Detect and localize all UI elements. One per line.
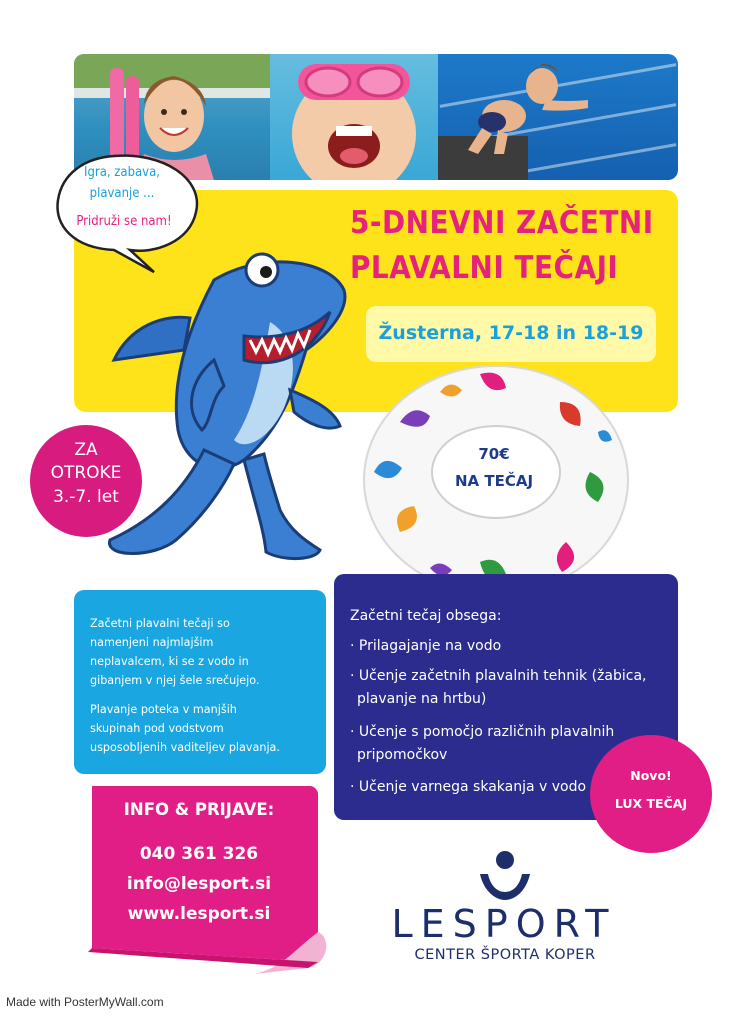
location-text: Žusterna, 17-18 in 18-19 [378,322,644,344]
price-amount: 70€ [478,445,510,463]
photo-diving-illustration [438,54,678,180]
course-heading: Začetni tečaj obsega: [350,608,502,624]
age-line-2: OTROKE [50,463,122,483]
age-line-1: ZA [74,440,98,460]
shark-mascot-icon [94,240,356,580]
intro-line: neplavalcem, ki se z vodo in [90,655,249,668]
photo-child-goggles [270,54,438,180]
course-item: · Učenje varnega skakanja v vodo [350,779,587,795]
price-unit: NA TEČAJ [454,472,534,490]
lesport-logo-icon [474,848,536,902]
course-item-cont: pripomočkov [357,747,448,763]
bubble-line-1: Igra, zabava, [84,165,160,180]
lux-label: LUX TEČAJ [614,796,688,811]
intro-line: usposobljenih vaditeljev plavanja. [90,741,280,754]
novo-badge [590,735,712,853]
age-line-3: 3.-7. let [53,487,119,507]
title-line-1: 5-DNEVNI ZAČETNI [350,205,654,241]
bubble-line-2: plavanje ... [89,186,155,201]
course-item-cont: plavanje na hrtbu) [357,691,487,707]
intro-line: Plavanje poteka v manjših [90,703,237,716]
contact-web[interactable]: www.lesport.si [127,904,271,924]
course-item: · Prilagajanje na vodo [350,638,502,654]
contact-phone[interactable]: 040 361 326 [139,844,259,864]
photo-child-diving [438,54,678,180]
course-item: · Učenje začetnih plavalnih tehnik (žabica, [350,668,647,684]
title-line-2: PLAVALNI TEČAJI [350,250,619,286]
credit-text[interactable]: Made with PosterMyWall.com [6,995,164,1009]
intro-line: skupinah pod vodstvom [90,722,224,735]
novo-label: Novo! [630,768,672,783]
logo-subtitle: CENTER ŠPORTA KOPER [414,947,596,963]
logo-brand: LESPORT [391,902,617,946]
intro-line: Začetni plavalni tečaji so [90,617,230,630]
course-item: · Učenje s pomočjo različnih plavalnih [350,724,615,740]
photo-goggles-illustration [270,54,438,180]
contact-heading: INFO & PRIJAVE: [123,800,275,819]
intro-line: namenjeni najmlajšim [90,636,214,649]
contact-email[interactable]: info@lesport.si [126,874,272,894]
intro-line: gibanjem v njej šele srečujejo. [90,674,260,687]
bubble-line-3: Pridruži se nam! [76,214,172,229]
